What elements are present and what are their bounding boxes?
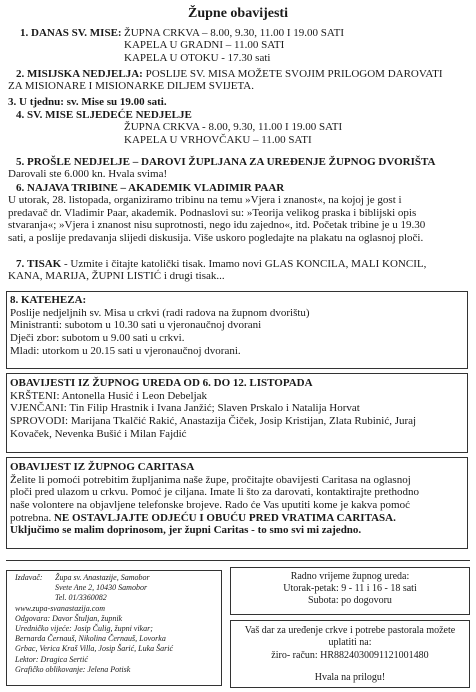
section-lecture-announcement bbox=[8, 182, 468, 244]
editorial-line: Bernarda Černauš, Nikolina Černauš, Lovorka bbox=[15, 634, 166, 644]
caritas-box bbox=[6, 457, 468, 549]
section-label: DANAS SV. MISE: bbox=[31, 27, 122, 39]
section-text-line: U utorak, 28. listopada, organiziramo tribinu na temu »Vjera i znanost«, na kojoj je gost i bbox=[8, 194, 402, 207]
section-mission-sunday bbox=[8, 68, 468, 93]
catechesis-line: Poslije nedjeljnih sv. Misa u crkvi (radi radova na župnom dvorištu) bbox=[10, 306, 310, 319]
section-text: - Uzmite i čitajte katolički tisak. Imamo novi GLAS KONCILA, MALI KONCIL, bbox=[61, 258, 427, 270]
catechesis-line: Ministranti: subotom u 10.30 sati u vjeronaučnoj dvorani bbox=[10, 319, 262, 332]
section-text: POSLIJE SV. MISA MOŽETE SVOJIM PRILOGOM DAROVATI bbox=[142, 68, 443, 80]
thanks-line: Hvala na prilogu! bbox=[314, 671, 386, 683]
mass-line: KAPELA U OTOKU - 17.30 sati bbox=[124, 51, 271, 64]
publisher-line: Župa sv. Anastazije, Samobor bbox=[55, 573, 150, 582]
section-label: KATEHEZA: bbox=[21, 294, 87, 306]
responsible-line: Odgovara: Davor Štuljan, župnik bbox=[15, 613, 123, 623]
office-hours-line: Subota: po dogovoru bbox=[308, 595, 392, 606]
publisher-label: Izdavač: bbox=[15, 573, 43, 582]
section-text-line: predavač dr. Vladimir Paar, akademik. Podnaslovi su: »Teorija velikog praska i biblijski opis bbox=[8, 206, 417, 219]
section-number: 3. bbox=[8, 96, 17, 108]
proofreader-line: Lektor: Dragica Sertić bbox=[15, 654, 88, 664]
donation-line: Vaš dar za uređenje crkve i potrebe pastorala možete bbox=[244, 625, 456, 636]
section-text: sv. Mise su 19.00 sati. bbox=[63, 96, 167, 108]
bank-account: žiro- račun: HR8824030091121001480 bbox=[271, 649, 429, 661]
mass-line: KAPELA U GRADNI – 11.00 SATI bbox=[124, 39, 285, 52]
section-weekday-masses bbox=[8, 96, 468, 108]
section-label: U tjednu: bbox=[19, 96, 64, 108]
section-number: 8. bbox=[10, 294, 19, 306]
donation-line: uplatiti na: bbox=[328, 637, 372, 649]
section-label: MISIJSKA NEDJELJA: bbox=[27, 68, 143, 80]
parish-office-line: SPROVODI: Marijana Tkalčić Rakić, Anastazija Čiček, Josip Kristijan, Zlata Rubinić, Juraj bbox=[10, 414, 417, 427]
parish-office-box bbox=[6, 373, 468, 453]
parish-office-line: Kovaček, Nevenka Bušić i Milan Fajdić bbox=[10, 427, 187, 440]
footer-divider bbox=[6, 560, 470, 561]
office-hours-box bbox=[230, 567, 470, 615]
publisher-line: Svete Ane 2, 10430 Samobor bbox=[55, 583, 148, 593]
caritas-line: Želite li pomoći potrebitim župljanima naše župe, pročitajte obavijesti Caritasa na oglasnoj bbox=[10, 473, 411, 486]
section-label: TISAK bbox=[27, 258, 62, 270]
section-number: 7. bbox=[16, 258, 25, 270]
mass-line: ŽUPNA CRKVA - 8.00, 9.30, 11.00 I 19.00 SATI bbox=[124, 121, 343, 134]
office-hours-line: Utorak-petak: 9 - 11 i 16 - 18 sati bbox=[283, 583, 417, 594]
caritas-header: OBAVIJEST IZ ŽUPNOG CARITASA bbox=[10, 461, 195, 473]
caritas-line: potrebna. bbox=[10, 511, 54, 524]
caritas-line: ploči pred ulazom u crkvu. Pomoć je ciljana. Imate li što za darovati, kontaktirajte prethodno bbox=[10, 486, 420, 499]
office-hours-title: Radno vrijeme župnog ureda: bbox=[290, 571, 410, 582]
editorial-line: Grbac, Verica Kraš Villa, Josip Šarić, Luka Šarić bbox=[15, 644, 174, 654]
section-number: 6. bbox=[16, 182, 25, 194]
section-catholic-press bbox=[8, 258, 468, 283]
section-number: 1. bbox=[20, 27, 29, 39]
section-text-line: ZA MISIONARE I MISIONARKE DILJEM SVIJETA. bbox=[8, 80, 255, 93]
section-label: NAJAVA TRIBINE – AKADEMIK VLADIMIR PAAR bbox=[27, 182, 285, 194]
caritas-slogan: Uključimo se malim doprinosom, jer župni Caritas - to smo svi mi zajedno. bbox=[10, 524, 362, 537]
section-last-sunday-donations bbox=[8, 156, 468, 181]
section-text-line: Darovali ste 6.000 kn. Hvala svima! bbox=[8, 168, 168, 181]
parish-office-line: VJENČANI: Tin Filip Hrastnik i Ivana Janžić; Slaven Prskalo i Natalija Horvat bbox=[10, 402, 360, 415]
page-title: Župne obavijesti bbox=[188, 6, 288, 21]
mass-line: KAPELA U VRHOVČAKU – 11.00 SATI bbox=[124, 133, 312, 146]
section-number: 4. bbox=[16, 109, 25, 121]
donation-box bbox=[230, 620, 470, 688]
parish-office-header: OBAVIJESTI IZ ŽUPNOG UREDA OD 6. DO 12. LISTOPADA bbox=[10, 377, 313, 389]
catechesis-line: Mladi: utorkom u 20.15 sati u vjeronaučnoj dvorani. bbox=[10, 344, 241, 357]
section-text-line: sati, a poslije predavanja slijedi diskusija. Više uskoro pogledajte na plakatu na oglasnoj ploči. bbox=[8, 231, 424, 244]
section-todays-masses bbox=[8, 27, 468, 64]
section-label: SV. MISE SLJEDEĆE NEDJELJE bbox=[27, 109, 192, 121]
section-next-sunday-masses bbox=[8, 109, 468, 146]
section-text-line: stvaranja«; »Vjera i znanost nisu suprotnosti, nego idu zajedno«, itd. Početak tribine je u 19.30 bbox=[8, 219, 426, 232]
section-text-line: KANA, MARIJA, ŽUPNI LISTIĆ i drugi tisak... bbox=[8, 270, 225, 283]
section-number: 5. bbox=[16, 156, 25, 168]
website-link[interactable]: www.zupa-svanastazija.com bbox=[15, 603, 106, 613]
design-line: Grafičko oblikovanje: Jelena Potisk bbox=[15, 664, 131, 674]
caritas-line: naše volontere na objavljene telefonske brojeve. Rado će Vas uputiti kome je kakva pomoć bbox=[10, 498, 410, 511]
section-number: 2. bbox=[16, 68, 25, 80]
catechesis-box bbox=[6, 291, 468, 369]
mass-line: ŽUPNA CRKVA – 8.00, 9.30, 11.00 I 19.00 SATI bbox=[124, 27, 345, 39]
parish-office-line: KRŠTENI: Antonella Husić i Leon Debeljak bbox=[10, 389, 208, 402]
caritas-warning: NE OSTAVLJAJTE ODJEĆU I OBUĆU PRED VRATIMA CARITASA. bbox=[53, 511, 396, 524]
section-label: PROŠLE NEDJELJE – DAROVI ŽUPLJANA ZA UREĐENJE ŽUPNOG DVORIŠTA bbox=[27, 156, 436, 168]
catechesis-line: Dječi zbor: subotom u 9.00 sati u crkvi. bbox=[10, 331, 185, 344]
editorial-line: Uredničko vijeće: Josip Čulig, župni vikar; bbox=[15, 624, 153, 634]
publisher-box bbox=[6, 570, 222, 686]
publisher-line: Tel. 01/3360082 bbox=[55, 593, 107, 603]
